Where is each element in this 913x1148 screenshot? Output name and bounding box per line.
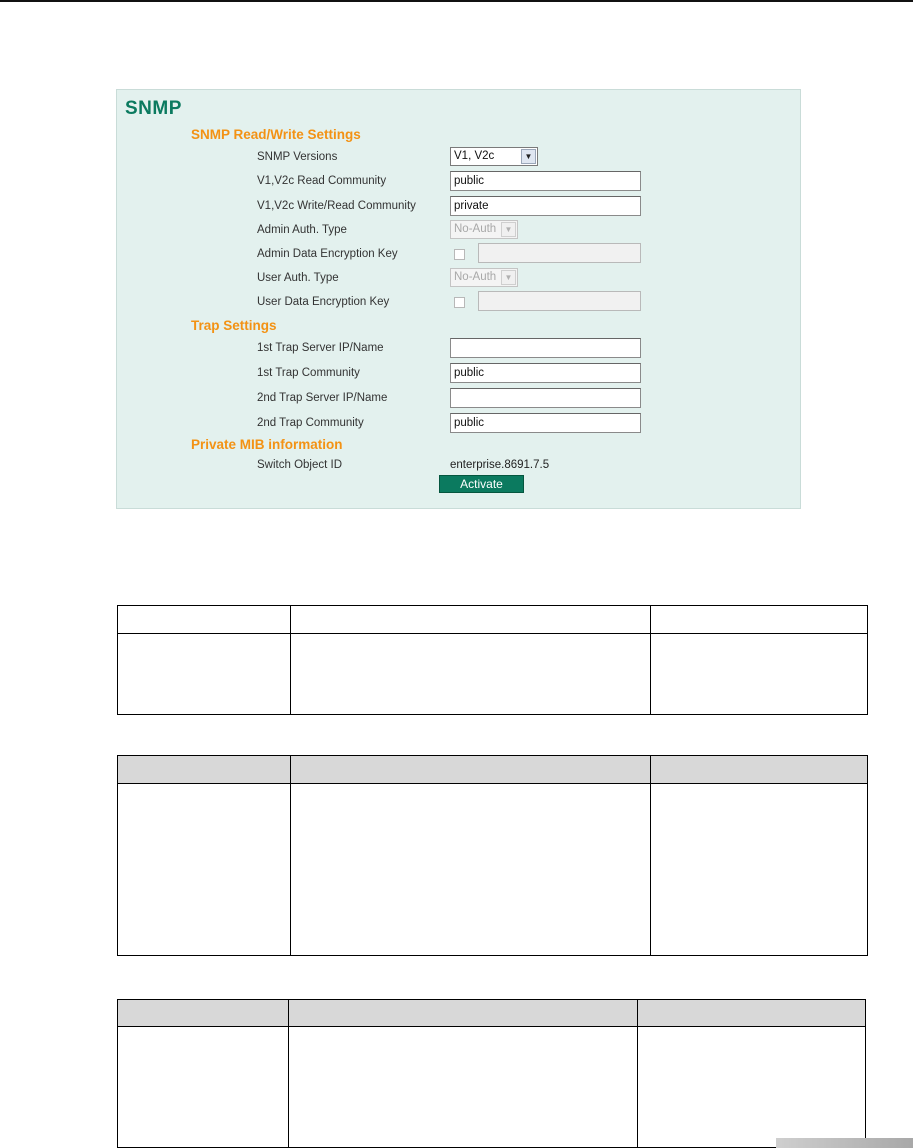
table-header-cell [638, 1000, 866, 1027]
trap2-community-input[interactable] [450, 413, 641, 433]
trap1-community-label: 1st Trap Community [257, 367, 360, 379]
chevron-down-icon: ▼ [501, 222, 516, 237]
activate-button[interactable]: Activate [439, 475, 524, 493]
table-cell [651, 784, 868, 956]
user-auth-type-label: User Auth. Type [257, 272, 339, 284]
read-community-input[interactable] [450, 171, 641, 191]
admin-encryption-key-label: Admin Data Encryption Key [257, 248, 398, 260]
table-header-cell [651, 606, 868, 634]
switch-object-id-label: Switch Object ID [257, 459, 342, 471]
doc-table-3 [117, 999, 866, 1148]
section-title-trap: Trap Settings [191, 318, 277, 333]
snmp-settings-panel [116, 89, 801, 509]
table-header-cell [118, 756, 291, 784]
write-community-label: V1,V2c Write/Read Community [257, 200, 416, 212]
admin-auth-type-value: No-Auth [454, 223, 497, 235]
table-cell [651, 634, 868, 715]
table-header-cell [291, 606, 651, 634]
table-cell [289, 1027, 638, 1148]
table-cell [118, 1027, 289, 1148]
trap2-server-label: 2nd Trap Server IP/Name [257, 392, 388, 404]
admin-auth-type-select[interactable] [450, 220, 518, 239]
table-header-cell [118, 606, 291, 634]
user-encryption-checkbox[interactable] [454, 297, 465, 308]
switch-object-id-value: enterprise.8691.7.5 [450, 459, 550, 471]
snmp-versions-select[interactable] [450, 147, 538, 166]
admin-encryption-key-input[interactable] [478, 243, 641, 263]
page-title: SNMP [125, 98, 182, 119]
table-cell [638, 1027, 866, 1148]
chevron-down-icon: ▼ [521, 149, 536, 164]
user-auth-type-value: No-Auth [454, 271, 497, 283]
admin-auth-type-label: Admin Auth. Type [257, 224, 347, 236]
trap1-community-input[interactable] [450, 363, 641, 383]
table-row [118, 1027, 866, 1148]
trap2-server-input[interactable] [450, 388, 641, 408]
write-community-input[interactable] [450, 196, 641, 216]
snmp-versions-value: V1, V2c [454, 150, 495, 162]
snmp-versions-label: SNMP Versions [257, 151, 338, 163]
table-row [118, 784, 868, 956]
page-top-rule [0, 0, 913, 2]
table-header-row [118, 756, 868, 784]
trap1-server-label: 1st Trap Server IP/Name [257, 342, 384, 354]
table-header-row [118, 1000, 866, 1027]
read-community-label: V1,V2c Read Community [257, 175, 387, 187]
table-cell [291, 784, 651, 956]
table-header-cell [651, 756, 868, 784]
table-cell [291, 634, 651, 715]
table-header-row [118, 606, 868, 634]
user-encryption-key-label: User Data Encryption Key [257, 296, 390, 308]
trap1-server-input[interactable] [450, 338, 641, 358]
section-title-rw: SNMP Read/Write Settings [191, 127, 361, 142]
table-cell [118, 634, 291, 715]
doc-table-1 [117, 605, 868, 715]
table-row [118, 634, 868, 715]
user-auth-type-select[interactable] [450, 268, 518, 287]
user-encryption-key-input[interactable] [478, 291, 641, 311]
page-footer-bar [776, 1138, 913, 1148]
table-cell [118, 784, 291, 956]
table-header-cell [289, 1000, 638, 1027]
chevron-down-icon: ▼ [501, 270, 516, 285]
doc-table-2 [117, 755, 868, 956]
table-header-cell [291, 756, 651, 784]
section-title-mib: Private MIB information [191, 437, 343, 452]
trap2-community-label: 2nd Trap Community [257, 417, 364, 429]
table-header-cell [118, 1000, 289, 1027]
admin-encryption-checkbox[interactable] [454, 249, 465, 260]
